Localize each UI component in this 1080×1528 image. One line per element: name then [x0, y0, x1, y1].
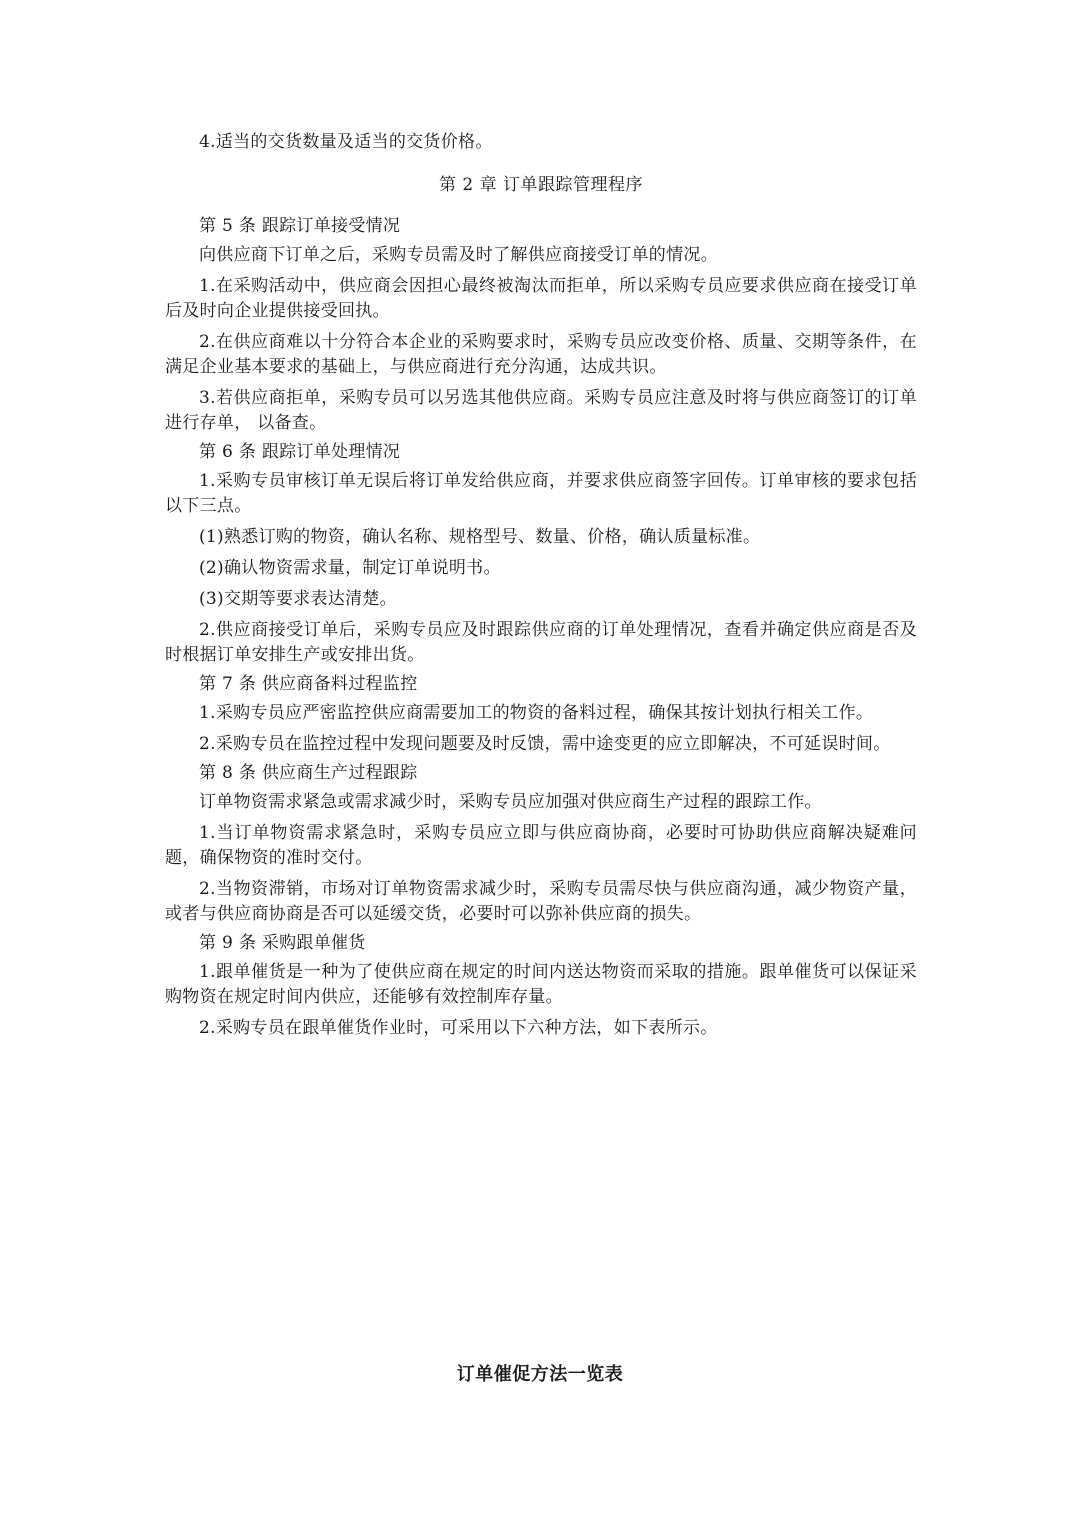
article-8-paragraph-0: 订单物资需求紧急或需求减少时，采购专员应加强对供应商生产过程的跟踪工作。 [199, 792, 822, 812]
article-5-paragraph-0: 向供应商下订单之后，采购专员需及时了解供应商接受订单的情况。 [199, 245, 718, 265]
article-6-paragraph-2: 2.供应商接受订单后，采购专员应及时跟踪供应商的订单处理情况，查看并确定供应商是否及时根据订单安排生产或安排出货。 [165, 620, 917, 665]
article-5-paragraph-1: 1.在采购活动中，供应商会因担心最终被淘汰而拒单，所以采购专员应要求供应商在接受订单后及时向企业提供接受回执。 [165, 276, 917, 321]
article-8-paragraph-2: 2.当物资滞销，市场对订单物资需求减少时，采购专员需尽快与供应商沟通，减少物资产量，或者与供应商协商是否可以延缓交货，必要时可以弥补供应商的损失。 [165, 879, 917, 924]
article-6-item-1: (1)熟悉订购的物资，确认名称、规格型号、数量、价格，确认质量标准。 [199, 527, 761, 547]
article-8-paragraph-1: 1.当订单物资需求紧急时，采购专员应立即与供应商协商，必要时可协助供应商解决疑难问题，确保物资的准时交付。 [165, 823, 917, 868]
article-7-paragraph-1: 1.采购专员应严密监控供应商需要加工的物资的备料过程，确保其按计划执行相关工作。 [199, 703, 874, 723]
article-6-paragraph-1: 1.采购专员审核订单无误后将订单发给供应商，并要求供应商签字回传。订单审核的要求包括以下三点。 [165, 471, 917, 516]
article-6-item-3: (3)交期等要求表达清楚。 [199, 589, 397, 609]
document-body [165, 130, 917, 1047]
article-8-title: 第 8 条 供应商生产过程跟踪 [199, 763, 418, 783]
article-6-item-2: (2)确认物资需求量，制定订单说明书。 [199, 558, 501, 578]
article-5-paragraph-2: 2.在供应商难以十分符合本企业的采购要求时，采购专员应改变价格、质量、交期等条件，在满足企业基本要求的基础上，与供应商进行充分沟通，达成共识。 [165, 332, 917, 377]
article-9-paragraph-2: 2.采购专员在跟单催货作业时，可采用以下六种方法，如下表所示。 [199, 1018, 718, 1038]
chapter-heading: 第 2 章 订单跟踪管理程序 [438, 175, 644, 195]
article-6-title: 第 6 条 跟踪订单处理情况 [199, 442, 401, 462]
article-7-paragraph-2: 2.采购专员在监控过程中发现问题要及时反馈，需中途变更的应立即解决，不可延误时间。 [199, 734, 891, 754]
table-title: 订单催促方法一览表 [456, 1364, 624, 1385]
article-9-paragraph-1: 1.跟单催货是一种为了使供应商在规定的时间内送达物资而采取的措施。跟单催货可以保证采购物资在规定时间内供应，还能够有效控制库存量。 [165, 962, 917, 1007]
article-5-paragraph-3: 3.若供应商拒单，采购专员可以另选其他供应商。采购专员应注意及时将与供应商签订的订单进行存单， 以备查。 [165, 388, 917, 433]
article-9-title: 第 9 条 采购跟单催货 [199, 933, 366, 953]
article-5-title: 第 5 条 跟踪订单接受情况 [199, 216, 401, 236]
paragraph-intro-4: 4.适当的交货数量及适当的交货价格。 [199, 132, 493, 152]
article-7-title: 第 7 条 供应商备料过程监控 [199, 674, 418, 694]
